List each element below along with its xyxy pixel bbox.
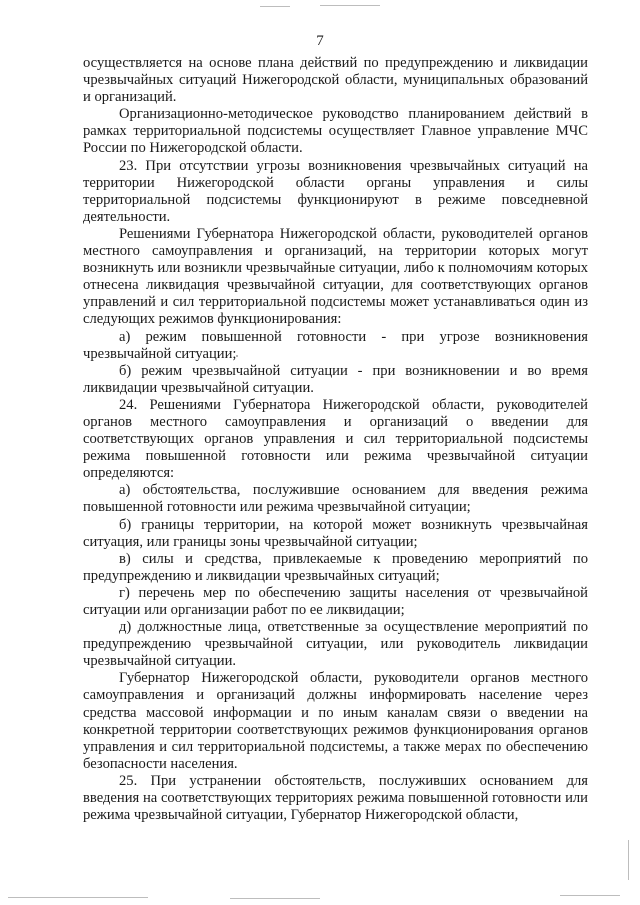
list-item-a-circumstances: а) обстоятельства, послужившие основанием для введения режима повышенной готовности или режима чрезвычайной ситуации; <box>83 482 588 516</box>
list-item-a-high-readiness: а) режим повышенной готовности - при угрозе возникновения чрезвычайной ситуации; <box>83 328 588 362</box>
list-item-d-responsible-officials: д) должностные лица, ответственные за осуществление мероприятий по предупреждению чрезвычайной ситуации, или руководитель ликвидации чрезвычайной ситуации. <box>83 619 588 670</box>
paragraph-continuation: осуществляется на основе плана действий по предупреждению и ликвидации чрезвычайных ситуаций Нижегородской области, муниципальных образований и организаций. <box>83 55 588 106</box>
paragraph-25: 25. При устранении обстоятельств, послуживших основанием для введения на соответствующих территориях режима повышенной готовности или режима чрезвычайной ситуации, Губернатор Нижегородской области, <box>83 772 588 824</box>
scan-artifact-top-right <box>320 5 380 6</box>
paragraph-23: 23. При отсутствии угрозы возникновения чрезвычайных ситуаций на территории Нижегородской области органы управления и силы территориальной подсистемы функционируют в режиме повседневной деятельности. <box>83 157 588 225</box>
scan-artifact-right-edge <box>628 840 629 880</box>
paragraph-methodical-guidance: Организационно-методическое руководство планированием действий в рамках территориальной подсистемы осуществляет Главное управление МЧС России по Нижегородской области. <box>83 106 588 157</box>
list-item-g-protection-measures: г) перечень мер по обеспечению защиты населения от чрезвычайной ситуации или организации работ по ее ликвидации; <box>83 584 588 618</box>
list-item-b-territory-borders: б) границы территории, на которой может возникнуть чрезвычайная ситуация, или границы зоны чрезвычайной ситуации; <box>83 516 588 550</box>
scan-artifact-bottom-center <box>230 898 320 899</box>
paragraph-inform-population: Губернатор Нижегородской области, руководители органов местного самоуправления и организаций должны информировать население через средства массовой информации и по иным каналам связи о введении на конкретной территории соответствующих режимов функционирования органов управления и сил территориальной подсистемы, а также мерах по обеспечению безопасности населения. <box>83 670 588 772</box>
list-item-v-forces-means: в) силы и средства, привлекаемые к проведению мероприятий по предупреждению и ликвидации чрезвычайных ситуаций; <box>83 550 588 584</box>
list-item-b-emergency-mode: б) режим чрезвычайной ситуации - при возникновении и во время ликвидации чрезвычайной ситуации. <box>83 362 588 396</box>
paragraph-24: 24. Решениями Губернатора Нижегородской области, руководителей органов местного самоуправления и организаций о введении для соответствующих органов управления и сил территориальной подсистемы режима повышенной готовности или режима чрезвычайной ситуации определяются: <box>83 396 588 482</box>
scan-artifact-dot <box>236 355 238 357</box>
scan-artifact-top <box>260 6 290 7</box>
document-body <box>83 55 588 824</box>
scan-artifact-bottom-right <box>560 895 620 896</box>
scan-artifact-bottom-left <box>8 897 148 898</box>
paragraph-regime-decisions: Решениями Губернатора Нижегородской области, руководителей органов местного самоуправления и организаций, на территории которых могут возникнуть или возникли чрезвычайные ситуации, либо к полномочиям которых отнесена ликвидация чрезвычайной ситуации, для соответствующих органов управлений и сил территориальной подсистемы может устанавливаться один из следующих режимов функционирования: <box>83 225 588 328</box>
page-number: 7 <box>316 33 324 49</box>
